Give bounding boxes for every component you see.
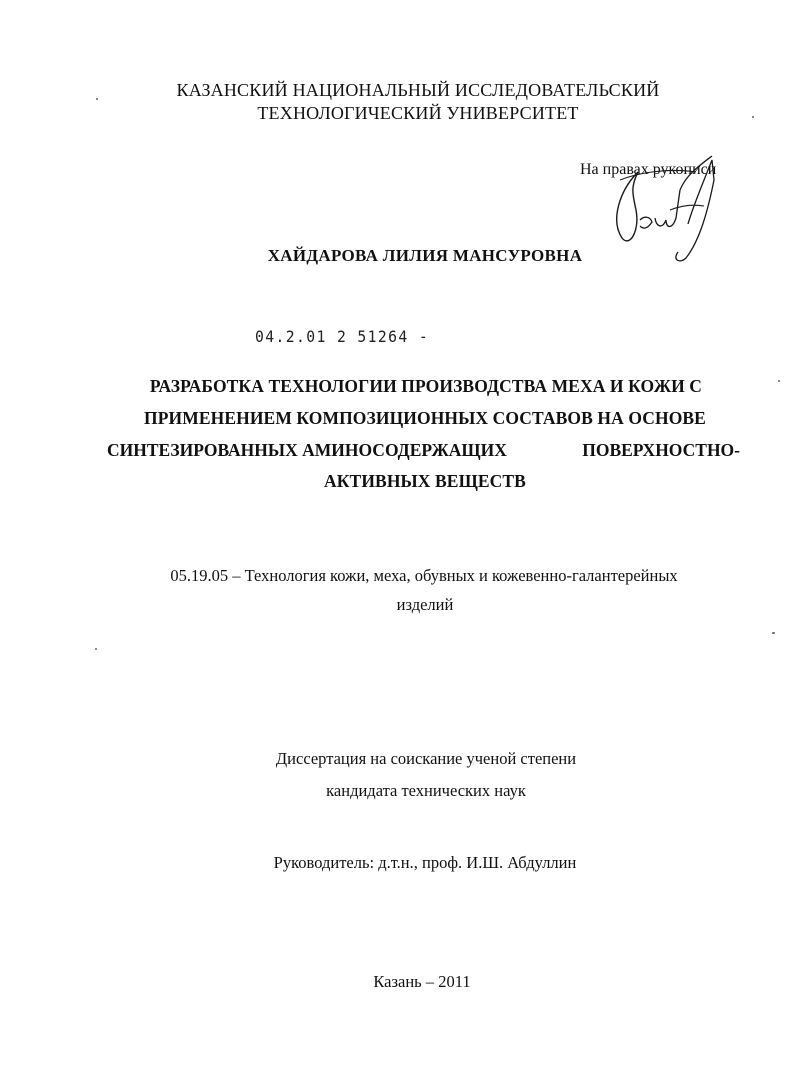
city-year: Казань – 2011 [373,972,471,991]
title-line2: ПРИМЕНЕНИЕМ КОМПОЗИЦИОННЫХ СОСТАВОВ НА ОСНОВЕ [144,408,706,428]
specialty-line2: изделий [396,595,454,614]
title-line3-left: СИНТЕЗИРОВАННЫХ АМИНОСОДЕРЖАЩИХ [107,440,507,460]
title-line3 [107,440,740,461]
scan-speck [95,648,97,650]
scan-speck [772,632,775,634]
university-name-line1: КАЗАНСКИЙ НАЦИОНАЛЬНЫЙ ИССЛЕДОВАТЕЛЬСКИЙ [176,80,660,100]
registration-stamp-number: 04.2.01 2 51264 - [255,327,430,346]
supervisor: Руководитель: д.т.н., проф. И.Ш. Абдуллин [273,853,577,872]
title-line1: РАЗРАБОТКА ТЕХНОЛОГИИ ПРОИЗВОДСТВА МЕХА И КОЖИ С [149,376,703,396]
degree-line1: Диссертация на соискание ученой степени [275,749,577,768]
degree-line2: кандидата технических наук [326,781,526,800]
scan-speck [752,116,754,118]
university-name-line2: ТЕХНОЛОГИЧЕСКИЙ УНИВЕРСИТЕТ [257,103,579,123]
title-line4: АКТИВНЫХ ВЕЩЕСТВ [324,471,526,491]
author-name: ХАЙДАРОВА ЛИЛИЯ МАНСУРОВНА [267,246,583,265]
scan-speck [778,380,780,382]
scan-speck [96,98,98,100]
title-line3-right: ПОВЕРХНОСТНО- [582,440,740,460]
rights-note: На правах рукописи [580,161,717,178]
specialty-line1: 05.19.05 – Технология кожи, меха, обувных и кожевенно-галантерейных [170,566,678,585]
